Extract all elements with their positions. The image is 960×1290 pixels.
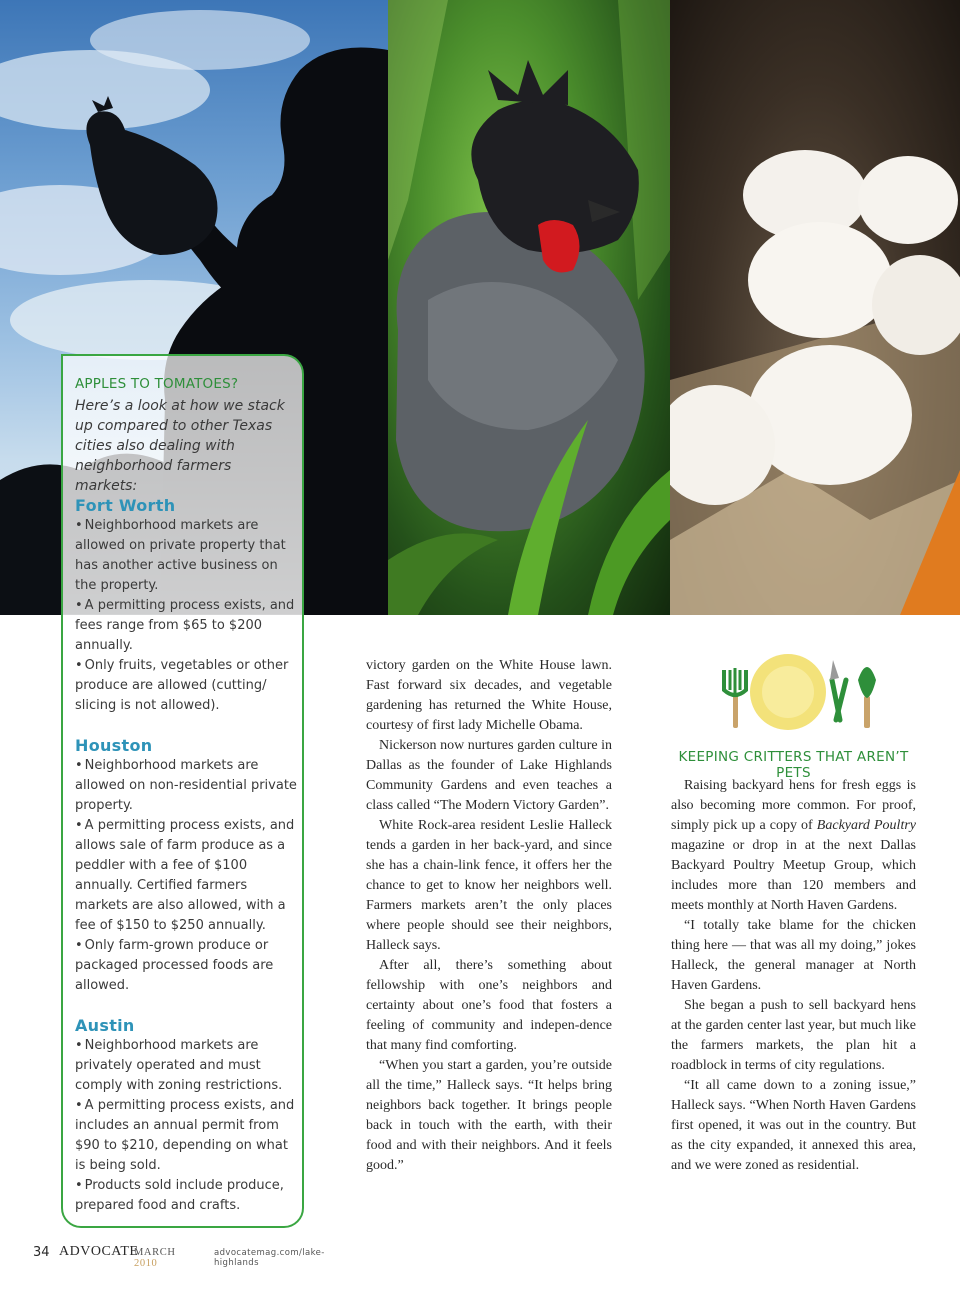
bullet-item: • Only fruits, vegetables or other produce are allowed (cutting/ slicing is not allowed).	[75, 658, 289, 713]
article-paragraph: victory garden on the White House lawn. Fast forward six decades, and vegetable gardening has returned the White House, courtesy of first lady Michelle Obama.	[366, 658, 612, 733]
city-heading: Houston	[75, 736, 153, 755]
city-heading: Fort Worth	[75, 496, 176, 515]
article-paragraph: Nickerson now nurtures garden culture in Dallas as the founder of Lake Highlands Community Gardens and even teaches a class called “The Modern Victory Garden”.	[366, 738, 612, 813]
bullet-item: • Neighborhood markets are allowed on private property that has another active business on the property.	[75, 518, 286, 593]
bullet-list	[75, 756, 297, 996]
article-paragraph: After all, there’s something about fellowship with one’s neighbors and certainty about one’s food that fosters a feeling of community and indepen-dence that many find comforting.	[366, 958, 612, 1053]
hand-rake-icon	[724, 668, 746, 728]
garden-tools-plate-illustration	[718, 650, 884, 736]
rooster-graphic	[388, 0, 670, 615]
city-heading: Austin	[75, 1016, 135, 1035]
article-paragraph: “When you start a garden, you’re outside all the time,” Halleck says. “It helps bring neighbors back together. It brings people back in touch with the earth, with their food and with their neighbors. And it feels good.”	[366, 1058, 612, 1173]
bullet-item: • Neighborhood markets are privately operated and must comply with zoning restrictions.	[75, 1038, 283, 1093]
article-paragraph: “It all came down to a zoning issue,” Halleck says. “When North Haven Gardens first opened, it was out in the country. But as the city expanded, it annexed this area, and we were zoned as residential.	[671, 1078, 916, 1173]
article-paragraph: Raising backyard hens for fresh eggs is also becoming more common. For proof, simply pick up a copy of Backyard Poultry magazine or drop in at the next Dallas Backyard Poultry Meetup Group, which includes more than 120 members and meets monthly at North Haven Gardens.	[671, 778, 916, 913]
sidebar-title: APPLES TO TOMATOES?	[75, 376, 239, 392]
pruning-shears-icon	[830, 660, 846, 720]
eggs-graphic	[670, 0, 960, 615]
photo-crested-rooster	[388, 0, 670, 615]
city-section-austin	[75, 1016, 297, 1216]
magazine-title-italic: Backyard Poultry	[816, 818, 916, 833]
sidebar-section-title: KEEPING CRITTERS THAT AREN’T PETS	[678, 749, 909, 781]
article-paragraph: “I totally take blame for the chicken thing here — that was all my doing,” jokes Halleck, the general manager at North Haven Gardens.	[671, 918, 916, 993]
trowel-icon	[858, 667, 876, 728]
article-paragraph: She began a push to sell backyard hens at the garden center last year, but much like the farmers markets, the plan hit a roadblock in terms of city regulations.	[671, 998, 916, 1073]
article-column-right	[671, 776, 916, 1176]
plate-icon	[750, 654, 826, 730]
page-number: 34	[33, 1245, 50, 1260]
magazine-logo: ADVOCATE	[59, 1244, 139, 1259]
bullet-item: • A permitting process exists, and allows sale of farm produce as a peddler with a fee of $100 annually. Certified farmers markets are also allowed, with a fee of $150 to $250 annually.	[75, 818, 295, 933]
bullet-item: • A permitting process exists, and fees range from $65 to $200 annually.	[75, 598, 295, 653]
footer-url: advocatemag.com/lake-highlands	[214, 1248, 325, 1268]
article-paragraph: White Rock-area resident Leslie Halleck tends a garden in her back-yard, and since she has a chain-link fence, it offers her the chance to get to know her neighbors well. Farmers markets aren’t the only places where people should see their neighbors, Halleck says.	[366, 818, 612, 953]
photo-eggs-in-straw	[670, 0, 960, 615]
bullet-item: • Only farm-grown produce or packaged processed foods are allowed.	[75, 938, 274, 993]
issue-date: MARCH 2010	[134, 1247, 176, 1269]
sidebar-intro: Here’s a look at how we stack up compared to other Texas cities also dealing with neighborhood farmers markets:	[75, 398, 285, 494]
bullet-item: • Products sold include produce, prepared food and crafts.	[75, 1178, 284, 1213]
city-section-houston	[75, 736, 297, 996]
bullet-list	[75, 1036, 297, 1216]
bullet-item: • Neighborhood markets are allowed on non-residential private property.	[75, 758, 297, 813]
sidebar-box	[61, 354, 304, 1228]
city-section-fort-worth	[75, 496, 297, 716]
article-column-middle	[366, 656, 612, 1176]
bullet-list	[75, 516, 297, 716]
bullet-item: • A permitting process exists, and includes an annual permit from $90 to $210, depending on what is being sold.	[75, 1098, 295, 1173]
